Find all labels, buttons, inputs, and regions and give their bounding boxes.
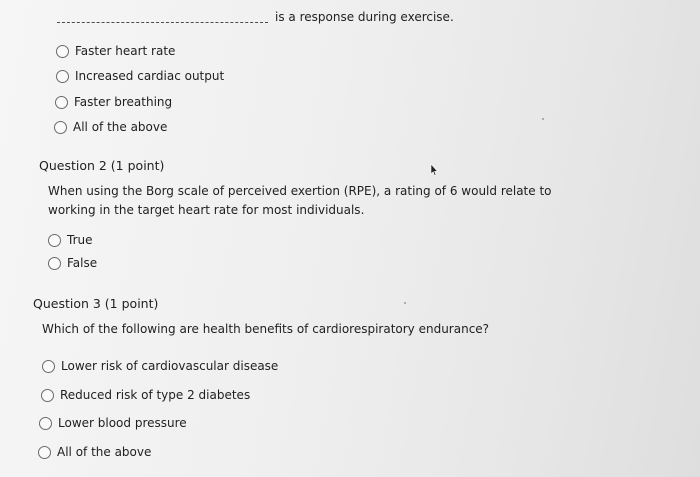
radio-button-icon[interactable] — [39, 417, 52, 430]
fill-in-blank-line — [57, 22, 268, 23]
question1-option-faster-breathing[interactable] — [55, 92, 172, 112]
radio-button-icon[interactable] — [38, 446, 51, 459]
question2-text-line2: working in the target heart rate for most individuals. — [48, 203, 365, 217]
question1-option-all-of-the-above[interactable] — [54, 117, 167, 137]
mouse-pointer-icon — [430, 164, 438, 176]
option-label: Lower blood pressure — [58, 416, 187, 430]
option-label: False — [67, 256, 98, 270]
question1-prompt: is a response during exercise. — [275, 10, 454, 24]
question3-text: Which of the following are health benefits of cardiorespiratory endurance? — [42, 322, 490, 336]
screen-speck — [404, 302, 406, 304]
radio-button-icon[interactable] — [48, 257, 61, 270]
option-label: Faster heart rate — [75, 44, 176, 58]
question3-option-lower-risk-cardiovascular[interactable] — [42, 356, 278, 376]
radio-button-icon[interactable] — [56, 45, 69, 58]
option-label: All of the above — [73, 120, 168, 134]
question3-option-all-of-the-above[interactable] — [38, 442, 151, 462]
option-label: Faster breathing — [74, 95, 173, 109]
question3-option-reduced-risk-diabetes[interactable] — [41, 385, 250, 405]
question2-option-true[interactable] — [48, 230, 93, 250]
question2-heading: Question 2 (1 point) — [39, 158, 165, 173]
option-label: Lower risk of cardiovascular disease — [61, 359, 279, 373]
radio-button-icon[interactable] — [55, 96, 68, 109]
radio-button-icon[interactable] — [56, 70, 69, 83]
radio-button-icon[interactable] — [41, 389, 54, 402]
radio-button-icon[interactable] — [48, 234, 61, 247]
question1-option-increased-cardiac-output[interactable] — [56, 66, 224, 86]
question2-option-false[interactable] — [48, 253, 97, 273]
question2-text-line1: When using the Borg scale of perceived exertion (RPE), a rating of 6 would relate to — [48, 184, 552, 198]
question3-heading: Question 3 (1 point) — [33, 296, 159, 311]
radio-button-icon[interactable] — [54, 121, 67, 134]
question3-option-lower-blood-pressure[interactable] — [39, 413, 187, 433]
radio-button-icon[interactable] — [42, 360, 55, 373]
option-label: All of the above — [57, 445, 152, 459]
option-label: Reduced risk of type 2 diabetes — [60, 388, 251, 402]
option-label: True — [67, 233, 93, 247]
question1-option-faster-heart-rate[interactable] — [56, 41, 175, 61]
screen-speck — [542, 118, 544, 120]
option-label: Increased cardiac output — [75, 69, 225, 83]
